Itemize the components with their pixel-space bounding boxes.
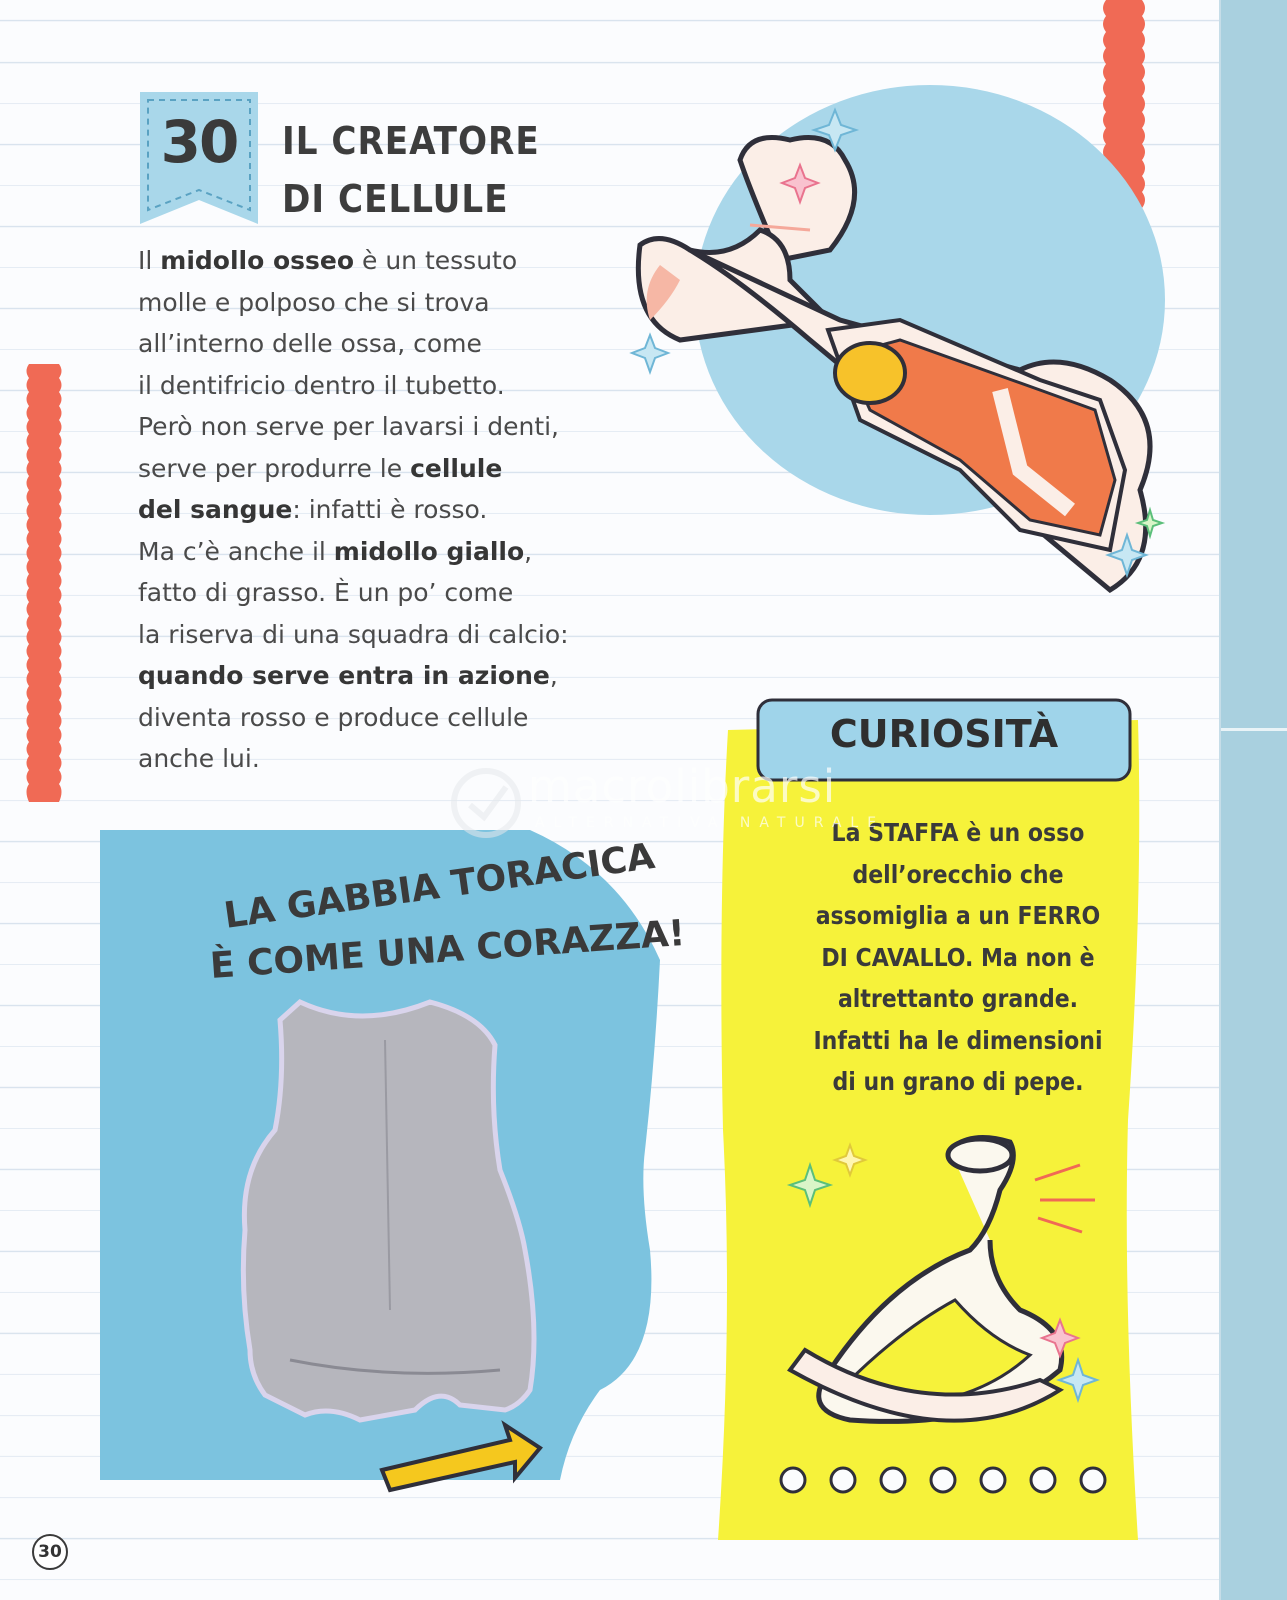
body-line: diventa rosso e produce cellule bbox=[138, 702, 529, 732]
book-spine bbox=[1219, 0, 1287, 1600]
body-line: del sangue: infatti è rosso. bbox=[138, 495, 488, 524]
curiosity-label: CURIOSITÀ bbox=[829, 712, 1059, 756]
title-line-2: DI CELLULE bbox=[282, 177, 509, 221]
stirrup-bone-illustration bbox=[770, 1130, 1130, 1430]
curiosity-line: dell’orecchio che bbox=[852, 859, 1064, 889]
curiosity-line: La STAFFA è un osso bbox=[831, 818, 1085, 847]
curiosity-line: DI CAVALLO. Ma non è bbox=[821, 942, 1095, 972]
body-line: Il midollo osseo è un tessuto bbox=[138, 246, 518, 275]
body-line: molle e polposo che si trova bbox=[138, 287, 490, 317]
body-line: anche lui. bbox=[138, 744, 260, 773]
curiosity-text bbox=[760, 812, 1156, 1103]
body-line: all’interno delle ossa, come bbox=[138, 329, 482, 358]
armor-heading-line-1: LA GABBIA TORACICA bbox=[221, 835, 658, 937]
chapter-number: 30 bbox=[160, 108, 238, 176]
title-line-1: IL CREATORE bbox=[282, 119, 540, 163]
curiosity-line: di un grano di pepe. bbox=[832, 1067, 1084, 1096]
wavy-strip-left bbox=[24, 364, 64, 802]
curiosity-line: altrettanto grande. bbox=[837, 984, 1079, 1013]
page-title bbox=[282, 112, 540, 228]
body-line: Però non serve per lavarsi i denti, bbox=[138, 412, 560, 441]
curiosity-line: assomiglia a un FERRO bbox=[815, 901, 1101, 930]
spine-divider bbox=[1221, 728, 1287, 731]
watermark-brand: macrolibrarsi bbox=[528, 760, 837, 813]
body-text bbox=[138, 240, 658, 780]
armor-heading bbox=[196, 835, 687, 1028]
watermark-tagline: ALTERNATIVA NATURALE bbox=[535, 815, 886, 831]
body-line: Ma c’è anche il midollo giallo, bbox=[138, 536, 533, 566]
curiosity-line: Infatti ha le dimensioni bbox=[813, 1025, 1103, 1055]
body-line: serve per produrre le cellule bbox=[138, 453, 503, 483]
bone-illustration bbox=[600, 90, 1180, 610]
body-line: quando serve entra in azione, bbox=[138, 661, 558, 690]
body-line: fatto di grasso. È un po’ come bbox=[138, 578, 514, 607]
body-line: la riserva di una squadra di calcio: bbox=[138, 619, 569, 649]
body-line: il dentifricio dentro il tubetto. bbox=[138, 370, 505, 400]
page-number: 30 bbox=[32, 1534, 68, 1570]
armor-heading-line-2: È COME UNA CORAZZA! bbox=[208, 912, 687, 987]
